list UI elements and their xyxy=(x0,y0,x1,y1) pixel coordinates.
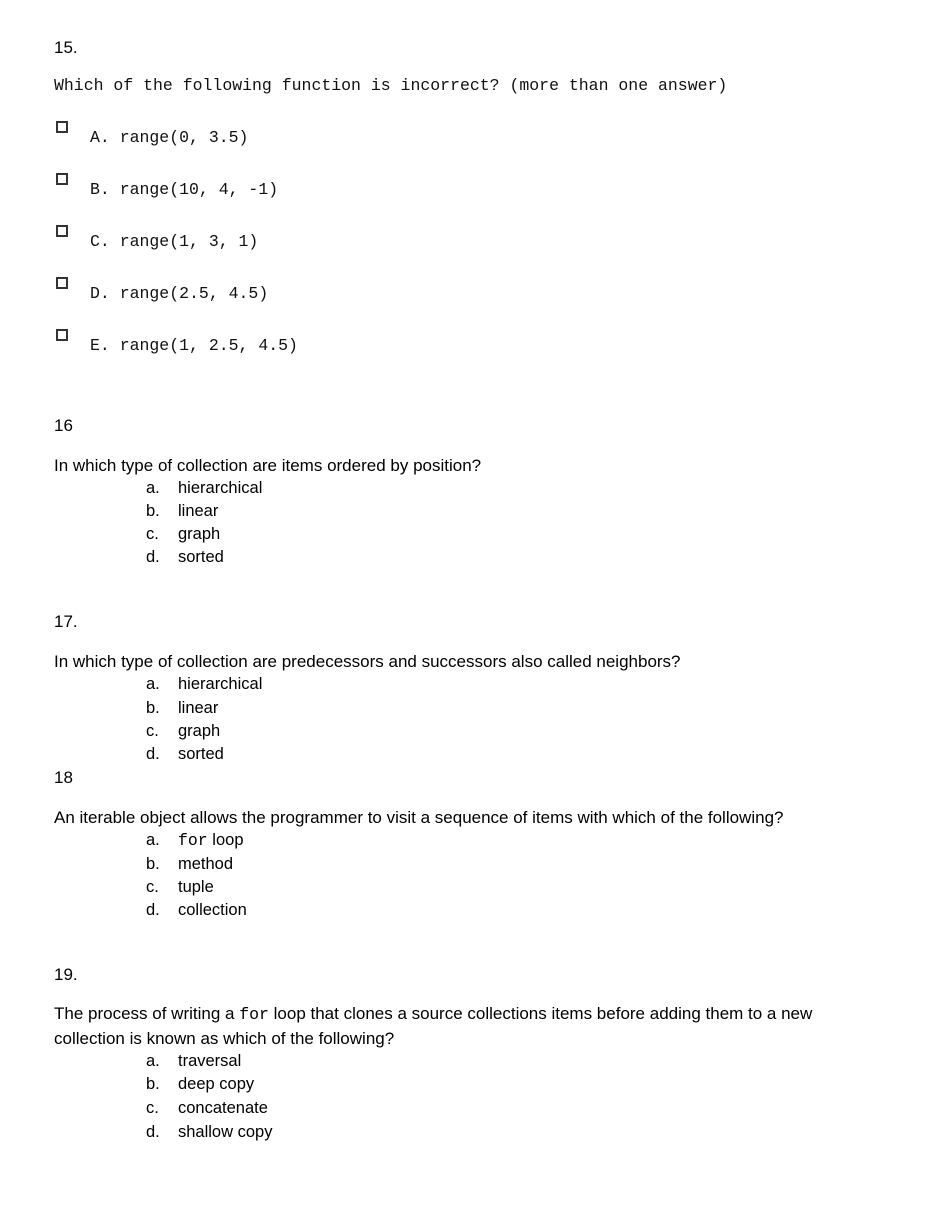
q19-choice-b-letter: b. xyxy=(146,1075,160,1093)
q16-choice-c-text: graph xyxy=(178,525,221,543)
q17-choice-c-letter: c. xyxy=(146,722,159,740)
question-18-number: 18 xyxy=(54,768,73,787)
q19-choice-a-letter: a. xyxy=(146,1052,160,1070)
q16-choice-d-text: sorted xyxy=(178,548,224,566)
q18-choice-a-text: loop xyxy=(207,831,244,849)
question-15-number: 15. xyxy=(54,38,78,57)
q16-choice-a-letter: a. xyxy=(146,479,160,497)
question-16-number: 16 xyxy=(54,416,73,435)
q19-choice-d-text: shallow copy xyxy=(178,1123,273,1141)
question-19-text-pre: The process of writing a xyxy=(54,1004,240,1023)
q16-choice-c-letter: c. xyxy=(146,525,159,543)
q16-choice-b-text: linear xyxy=(178,502,219,520)
q17-choice-c-text: graph xyxy=(178,722,221,740)
question-16-text: In which type of collection are items ordered by position? xyxy=(54,456,482,475)
checkbox-a[interactable] xyxy=(56,121,68,133)
checkbox-c[interactable] xyxy=(56,225,68,237)
q17-choice-d-letter: d. xyxy=(146,745,160,763)
checkbox-e[interactable] xyxy=(56,329,68,341)
q17-choice-a-letter: a. xyxy=(146,675,160,693)
q19-choice-b-text: deep copy xyxy=(178,1075,255,1093)
question-15-text: Which of the following function is incorrect? (more than one answer) xyxy=(54,76,728,95)
option-d-label: D. range(2.5, 4.5) xyxy=(90,284,269,303)
q18-choice-d-text: collection xyxy=(178,901,247,919)
question-19-code: for xyxy=(239,1005,269,1024)
q19-choice-c-letter: c. xyxy=(146,1099,159,1117)
q16-choice-a-text: hierarchical xyxy=(178,479,263,497)
q18-choice-a xyxy=(178,829,244,852)
q17-choice-b-text: linear xyxy=(178,699,219,717)
q17-choice-b-letter: b. xyxy=(146,699,160,717)
checkbox-d[interactable] xyxy=(56,277,68,289)
q17-choice-a-text: hierarchical xyxy=(178,675,263,693)
option-c-label: C. range(1, 3, 1) xyxy=(90,232,259,251)
q18-choice-c-letter: c. xyxy=(146,878,159,896)
q19-choice-d-letter: d. xyxy=(146,1123,160,1141)
q18-choice-a-code: for xyxy=(178,831,208,850)
q18-choice-b-text: method xyxy=(178,855,234,873)
question-19-text xyxy=(54,1002,854,1051)
question-18-text: An iterable object allows the programmer to visit a sequence of items with which of the following? xyxy=(54,808,784,827)
question-17-number: 17. xyxy=(54,612,78,631)
q19-choice-c-text: concatenate xyxy=(178,1099,268,1117)
checkbox-b[interactable] xyxy=(56,173,68,185)
q18-choice-a-letter: a. xyxy=(146,831,160,849)
q18-choice-c-text: tuple xyxy=(178,878,214,896)
option-e-label: E. range(1, 2.5, 4.5) xyxy=(90,336,298,355)
option-a-label: A. range(0, 3.5) xyxy=(90,128,249,147)
q16-choice-b-letter: b. xyxy=(146,502,160,520)
q18-choice-b-letter: b. xyxy=(146,855,160,873)
question-17-text: In which type of collection are predecessors and successors also called neighbors? xyxy=(54,652,681,671)
question-19-text-post: loop that clones a source collections items before adding them to a new collection is known as which of the following? xyxy=(54,1004,813,1048)
q19-choice-a-text: traversal xyxy=(178,1052,242,1070)
q17-choice-d-text: sorted xyxy=(178,745,224,763)
q16-choice-d-letter: d. xyxy=(146,548,160,566)
q18-choice-d-letter: d. xyxy=(146,901,160,919)
option-b-label: B. range(10, 4, -1) xyxy=(90,180,279,199)
question-19-number: 19. xyxy=(54,965,78,984)
